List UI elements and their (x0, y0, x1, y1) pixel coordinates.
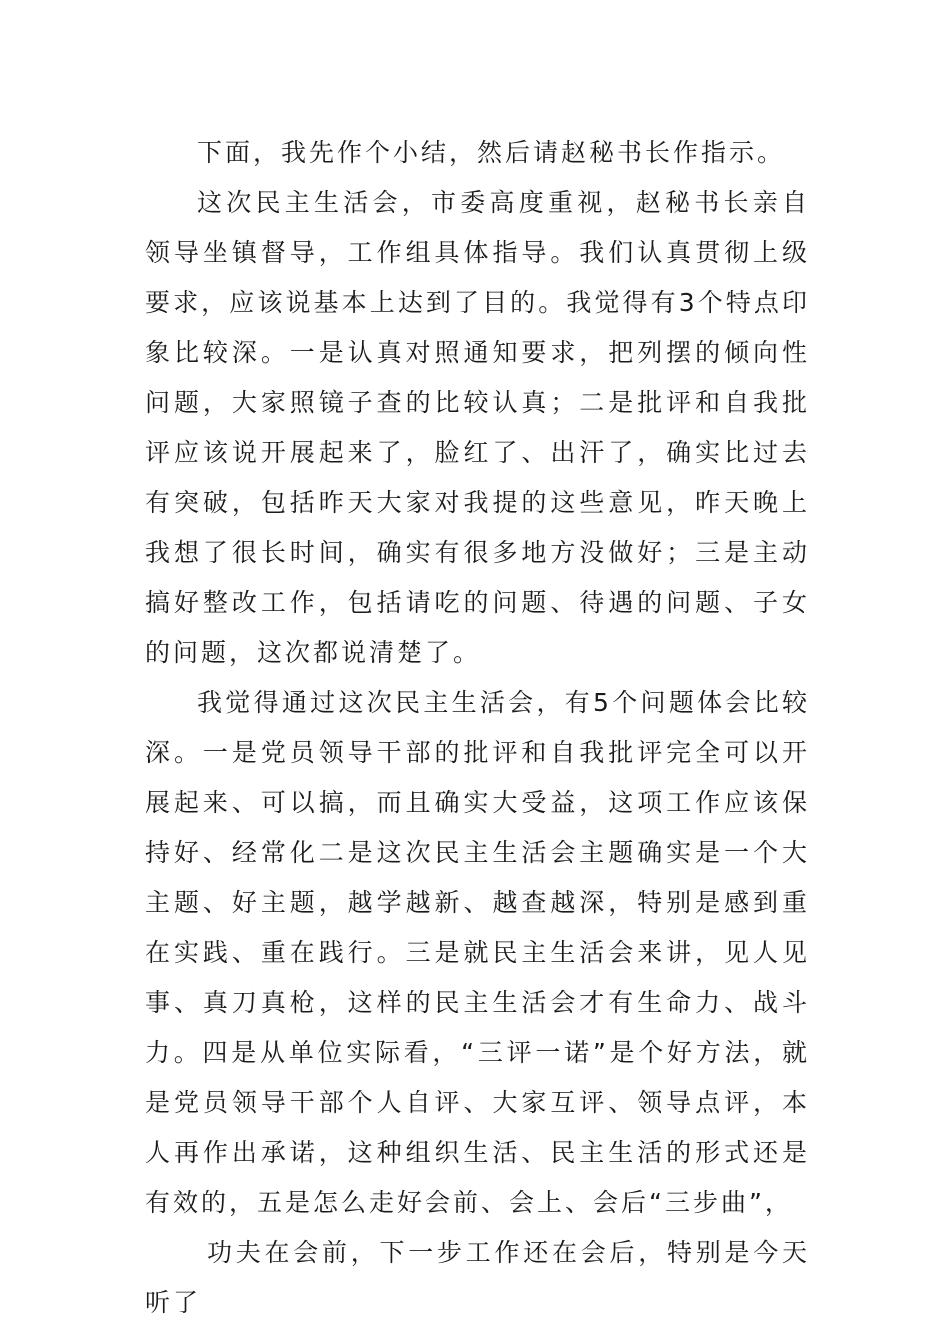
paragraph-summary-intro: 下面，我先作个小结，然后请赵秘书长作指示。 (197, 138, 786, 167)
paragraph-five-lessons: 我觉得通过这次民主生活会，有5个问题体会比较深。一是党员领导干部的批评和自我批评完全可以开展起来、可以搞，而且确实大受益，这项工作应该保持好、经常化二是这次民主生活会主题确实是一个大主题、好主题，越学越新、越查越深，特别是感到重在实践、重在践行。三是就民主生活会来讲，见人见事、真刀真枪，这样的民主生活会才有生命力、战斗力。四是从单位实际看，“三评一诺”是个好方法，就是党员领导干部个人自评、大家互评、领导点评，本人再作出承诺，这种组织生活、民主生活的形式还是有效的，五是怎么走好会前、会上、会后“三步曲”， (145, 688, 810, 1217)
paragraph-meeting-features: 这次民主生活会，市委高度重视，赵秘书长亲自领导坐镇督导，工作组具体指导。我们认真贯彻上级要求，应该说基本上达到了目的。我觉得有3个特点印象比较深。一是认真对照通知要求，把列摆的倾向性问题，大家照镜子查的比较认真；二是批评和自我批评应该说开展起来了，脸红了、出汗了，确实比过去有突破，包括昨天大家对我提的这些意见，昨天晚上我想了很长时间，确实有很多地方没做好；三是主动搞好整改工作，包括请吃的问题、待遇的问题、子女的问题，这次都说清楚了。 (145, 188, 810, 667)
paragraph-follow-up: 功夫在会前，下一步工作还在会后，特别是今天听了 (145, 1238, 810, 1317)
document-body (145, 128, 810, 1328)
